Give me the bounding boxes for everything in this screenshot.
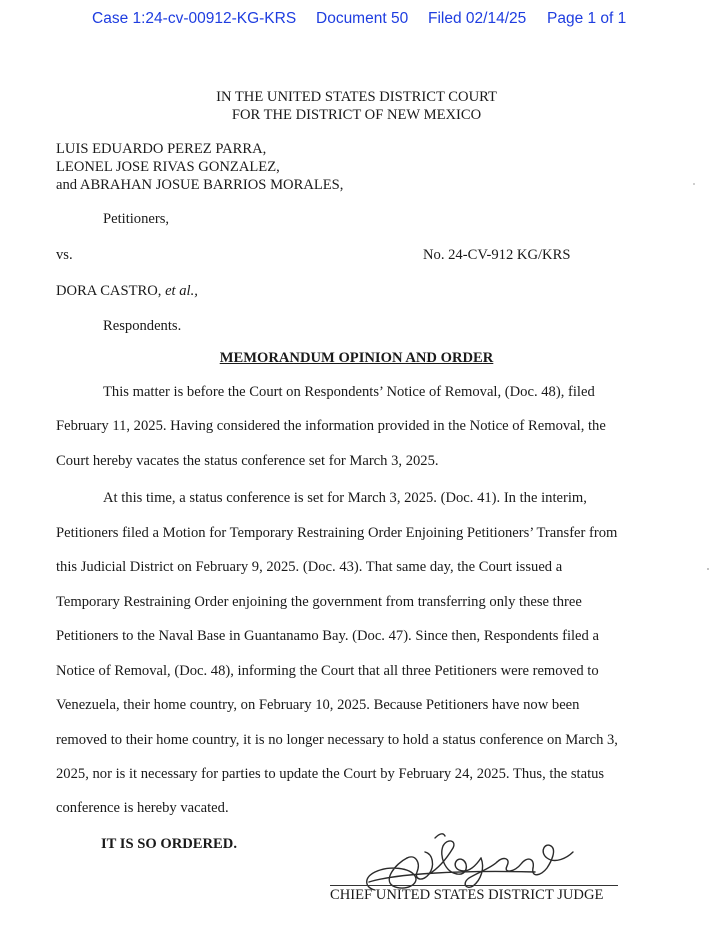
petitioners-label: Petitioners, bbox=[103, 211, 170, 227]
court-name-line1: IN THE UNITED STATES DISTRICT COURT bbox=[216, 89, 497, 105]
scan-speck bbox=[693, 183, 695, 185]
petitioner-name-3: and ABRAHAN JOSUE BARRIOS MORALES, bbox=[56, 177, 344, 193]
document-title: MEMORANDUM OPINION AND ORDER bbox=[219, 350, 494, 366]
court-name-line2: FOR THE DISTRICT OF NEW MEXICO bbox=[231, 107, 482, 123]
scan-speck bbox=[707, 568, 709, 570]
respondent-name-text: DORA CASTRO, bbox=[56, 283, 162, 299]
body-line: Notice of Removal, (Doc. 48), informing the Court that all three Petitioners were removed to bbox=[56, 663, 599, 679]
document-number-stamp: Document 50 bbox=[316, 10, 409, 27]
petitioner-name-2: LEONEL JOSE RIVAS GONZALEZ, bbox=[56, 159, 280, 175]
body-line: Petitioners to the Naval Base in Guantanamo Bay. (Doc. 47). Since then, Respondents filed a bbox=[56, 628, 599, 644]
body-line: At this time, a status conference is set for March 3, 2025. (Doc. 41). In the interim, bbox=[103, 490, 587, 506]
filed-date-stamp: Filed 02/14/25 bbox=[428, 10, 527, 27]
body-line: Temporary Restraining Order enjoining the government from transferring only these three bbox=[56, 594, 582, 610]
judge-title: CHIEF UNITED STATES DISTRICT JUDGE bbox=[330, 887, 604, 903]
body-line: This matter is before the Court on Respondents’ Notice of Removal, (Doc. 48), filed bbox=[103, 384, 595, 400]
respondent-name bbox=[56, 283, 198, 300]
signature-line bbox=[330, 885, 618, 886]
respondents-label: Respondents. bbox=[103, 318, 182, 334]
case-number-stamp: Case 1:24-cv-00912-KG-KRS bbox=[92, 10, 297, 27]
so-ordered-closing: IT IS SO ORDERED. bbox=[101, 836, 237, 852]
body-line: removed to their home country, it is no longer necessary to hold a status conference on March 3, bbox=[56, 732, 618, 748]
body-line: this Judicial District on February 9, 2025. (Doc. 43). That same day, the Court issued a bbox=[56, 559, 563, 575]
body-line: 2025, nor is it necessary for parties to update the Court by February 24, 2025. Thus, the status bbox=[56, 766, 605, 782]
page-count-stamp: Page 1 of 1 bbox=[547, 10, 627, 27]
versus-label: vs. bbox=[56, 247, 73, 263]
body-line: Court hereby vacates the status conference set for March 3, 2025. bbox=[56, 453, 439, 469]
body-line: Petitioners filed a Motion for Temporary Restraining Order Enjoining Petitioners’ Transfer from bbox=[56, 525, 618, 541]
petitioner-name-1: LUIS EDUARDO PEREZ PARRA, bbox=[56, 141, 267, 157]
case-number: No. 24-CV-912 KG/KRS bbox=[423, 247, 571, 263]
respondent-etal: et al., bbox=[165, 283, 198, 299]
body-line: February 11, 2025. Having considered the information provided in the Notice of Removal, the bbox=[56, 418, 606, 434]
body-line: Venezuela, their home country, on February 10, 2025. Because Petitioners have now been bbox=[56, 697, 580, 713]
body-line: conference is hereby vacated. bbox=[56, 800, 229, 816]
